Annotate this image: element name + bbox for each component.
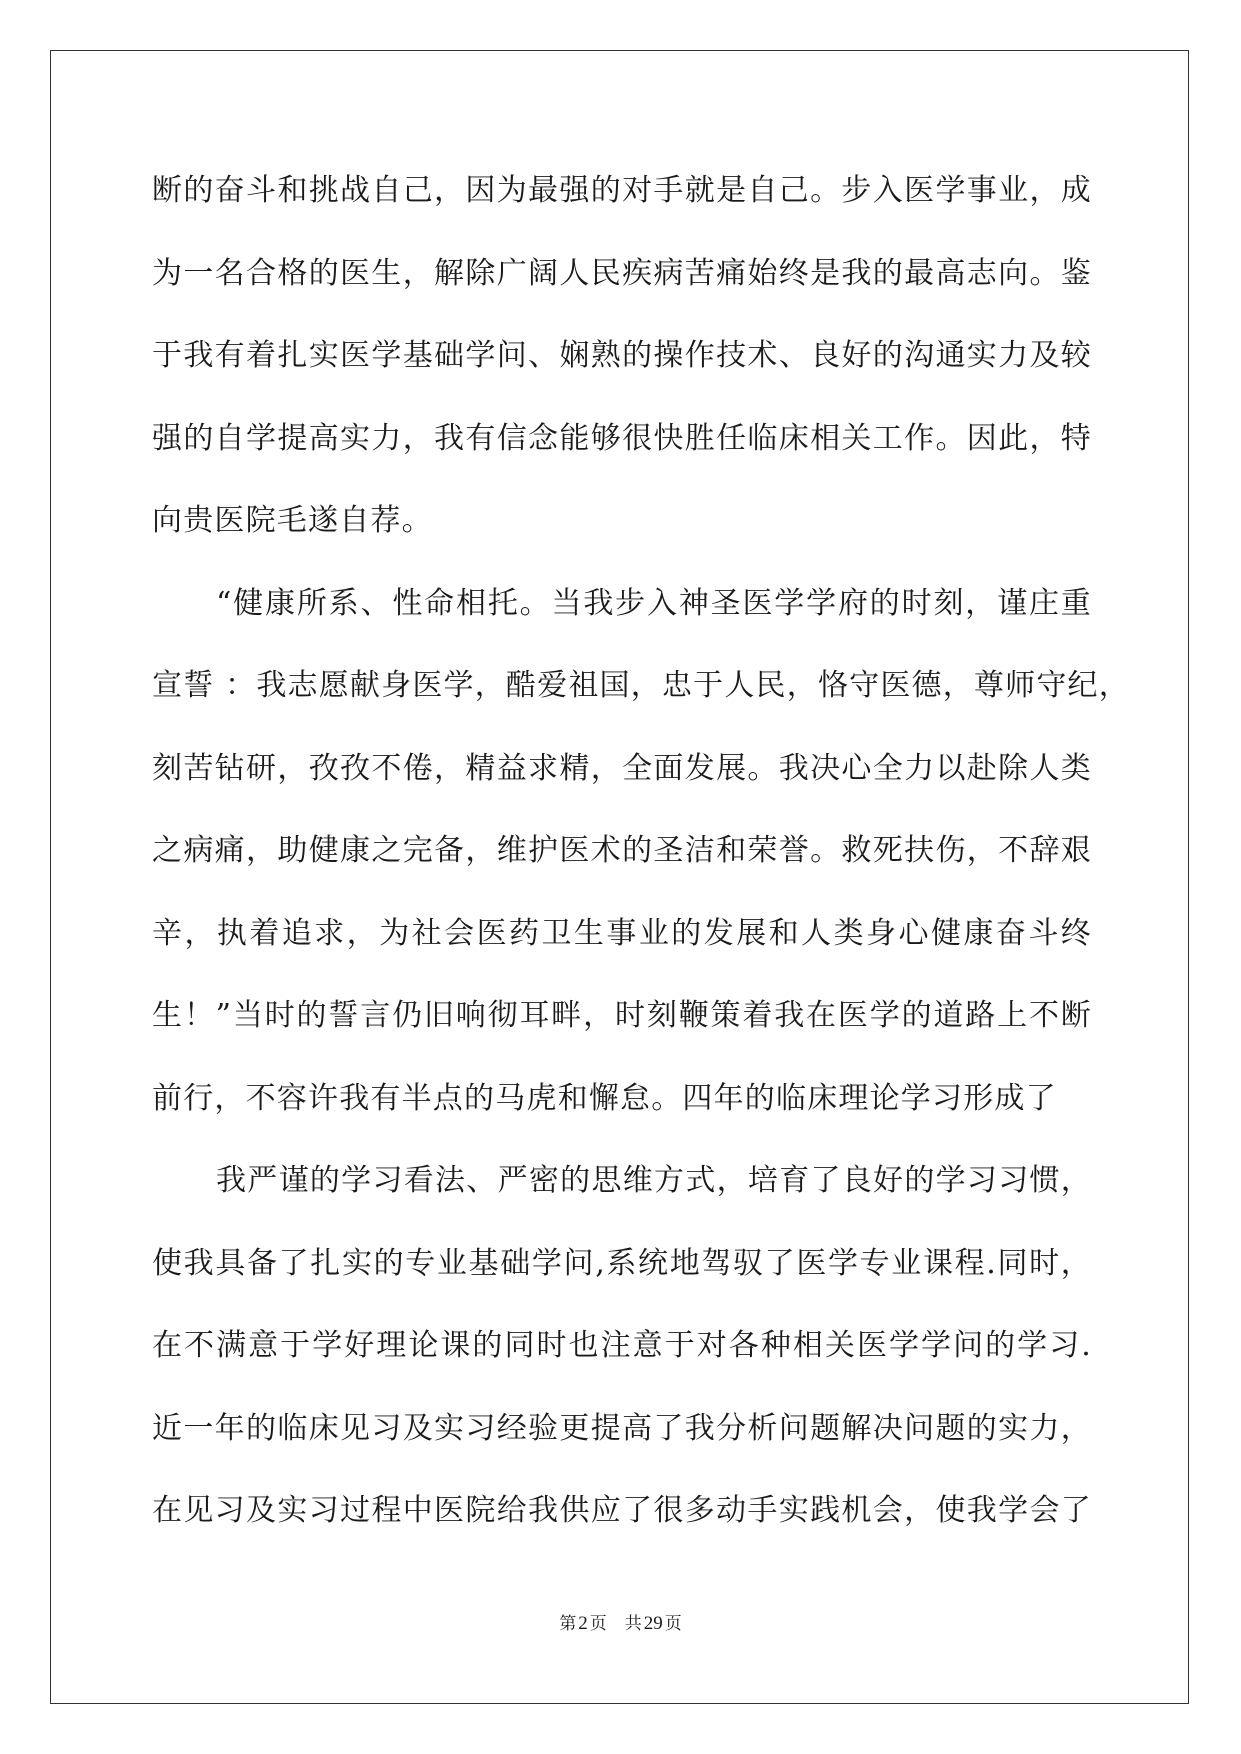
text-line: 为一名合格的医生，解除广阔人民疾病苦痛始终是我的最高志向。鉴: [152, 255, 1092, 291]
text-line: 生！”当时的誓言仍旧响彻耳畔，时刻鞭策着我在医学的道路上不断: [152, 998, 1092, 1033]
text-line: 在不满意于学好理论课的同时也注意于对各种相关医学学问的学习.: [152, 1328, 1092, 1363]
text-line: “健康所系、性命相托。当我步入神圣医学学府的时刻，谨庄重: [216, 585, 1092, 621]
text-line: 使我具备了扎实的专业基础学问,系统地驾驭了医学专业课程.同时，: [152, 1245, 1092, 1281]
total-prefix: 共: [624, 1614, 642, 1634]
text-line: 向贵医院毛遂自荐。: [152, 503, 433, 538]
page-number: 2: [578, 1613, 588, 1634]
page-footer: [0, 1609, 1241, 1635]
text-line: 于我有着扎实医学基础学问、娴熟的操作技术、良好的沟通实力及较: [152, 338, 1092, 373]
page-prefix: 第: [559, 1614, 577, 1634]
text-line: 在见习及实习过程中医院给我供应了很多动手实践机会，使我学会了: [152, 1493, 1092, 1528]
text-line: 宣誓 ：我志愿献身医学，酷爱祖国，忠于人民，恪守医德，尊师守纪，: [152, 668, 1130, 703]
page-suffix: 页: [589, 1614, 607, 1634]
text-line: 辛，执着追求，为社会医药卫生事业的发展和人类身心健康奋斗终: [152, 915, 1092, 951]
text-line: 近一年的临床见习及实习经验更提高了我分析问题解决问题的实力，: [152, 1410, 1092, 1446]
text-line: 我严谨的学习看法、严密的思维方式，培育了良好的学习习惯，: [216, 1163, 1092, 1198]
text-line: 之病痛，助健康之完备，维护医术的圣洁和荣誉。救死扶伤，不辞艰: [152, 833, 1092, 868]
total-pages: 29: [643, 1613, 663, 1634]
text-line: 前行，不容许我有半点的马虎和懈怠。四年的临床理论学习形成了: [152, 1080, 1057, 1116]
text-line: 刻苦钻研，孜孜不倦，精益求精，全面发展。我决心全力以赴除人类: [152, 750, 1092, 786]
text-line: 断的奋斗和挑战自己，因为最强的对手就是自己。步入医学事业，成: [152, 173, 1092, 208]
document-body: [152, 164, 1130, 1567]
total-suffix: 页: [664, 1614, 682, 1634]
text-line: 强的自学提高实力，我有信念能够很快胜任临床相关工作。因此，特: [152, 420, 1092, 456]
